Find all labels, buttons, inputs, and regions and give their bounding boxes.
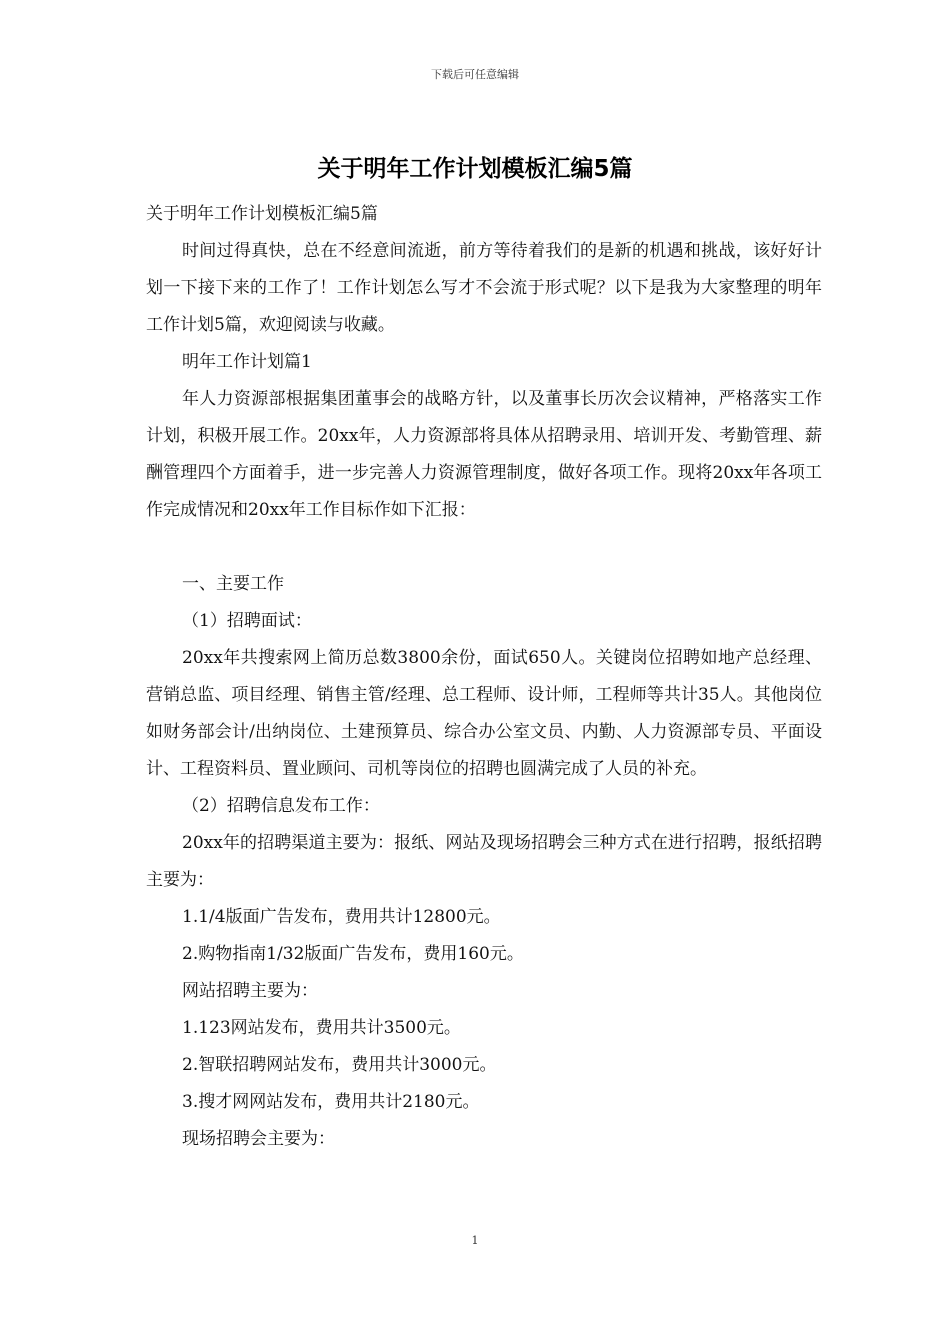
list-item: 2.购物指南1/32版面广告发布，费用160元。 (182, 944, 524, 964)
header-note: 下载后可任意编辑 (431, 68, 519, 81)
list-item: 1.1/4版面广告发布，费用共计12800元。 (182, 907, 501, 927)
website-recruitment-heading: 网站招聘主要为： (182, 981, 318, 1001)
document-title: 关于明年工作计划模板汇编5篇 (317, 156, 633, 182)
recruitment-interview-heading: （1）招聘面试： (182, 611, 312, 631)
recruitment-info-heading: （2）招聘信息发布工作： (182, 796, 380, 816)
main-work-heading: 一、主要工作 (182, 574, 284, 594)
list-item: 3.搜才网网站发布，费用共计2180元。 (182, 1092, 480, 1112)
section-heading: 明年工作计划篇1 (182, 352, 312, 372)
overview-paragraph: 年人力资源部根据集团董事会的战略方针，以及董事长历次会议精神，严格落实工作计划，积极开展工作。20xx年，人力资源部将具体从招聘录用、培训开发、考勤管理、薪酬管理四个方面着手，进一步完善人力资源管理制度，做好各项工作。现将20xx年各项工作完成情况和20xx年工作目标作如下汇报： (146, 389, 822, 520)
intro-paragraph: 时间过得真快，总在不经意间流逝，前方等待着我们的是新的机遇和挑战，该好好计划一下接下来的工作了！工作计划怎么写才不会流于形式呢？以下是我为大家整理的明年工作计划5篇，欢迎阅读与收藏。 (146, 241, 822, 335)
document-body (146, 196, 822, 1158)
list-item: 2.智联招聘网站发布，费用共计3000元。 (182, 1055, 497, 1075)
list-item: 1.123网站发布，费用共计3500元。 (182, 1018, 461, 1038)
onsite-recruitment-heading: 现场招聘会主要为： (182, 1129, 335, 1149)
page-number: 1 (471, 1234, 479, 1247)
recruitment-channels-paragraph: 20xx年的招聘渠道主要为：报纸、网站及现场招聘会三种方式在进行招聘，报纸招聘主要为： (146, 833, 822, 890)
paragraph-spacer (146, 529, 822, 566)
recruitment-interview-paragraph: 20xx年共搜索网上简历总数3800余份，面试650人。关键岗位招聘如地产总经理、营销总监、项目经理、销售主管/经理、总工程师、设计师，工程师等共计35人。其他岗位如财务部会计/出纳岗位、土建预算员、综合办公室文员、内勤、人力资源部专员、平面设计、工程资料员、置业顾问、司机等岗位的招聘也圆满完成了人员的补充。 (146, 648, 822, 779)
subtitle-line: 关于明年工作计划模板汇编5篇 (146, 204, 378, 224)
